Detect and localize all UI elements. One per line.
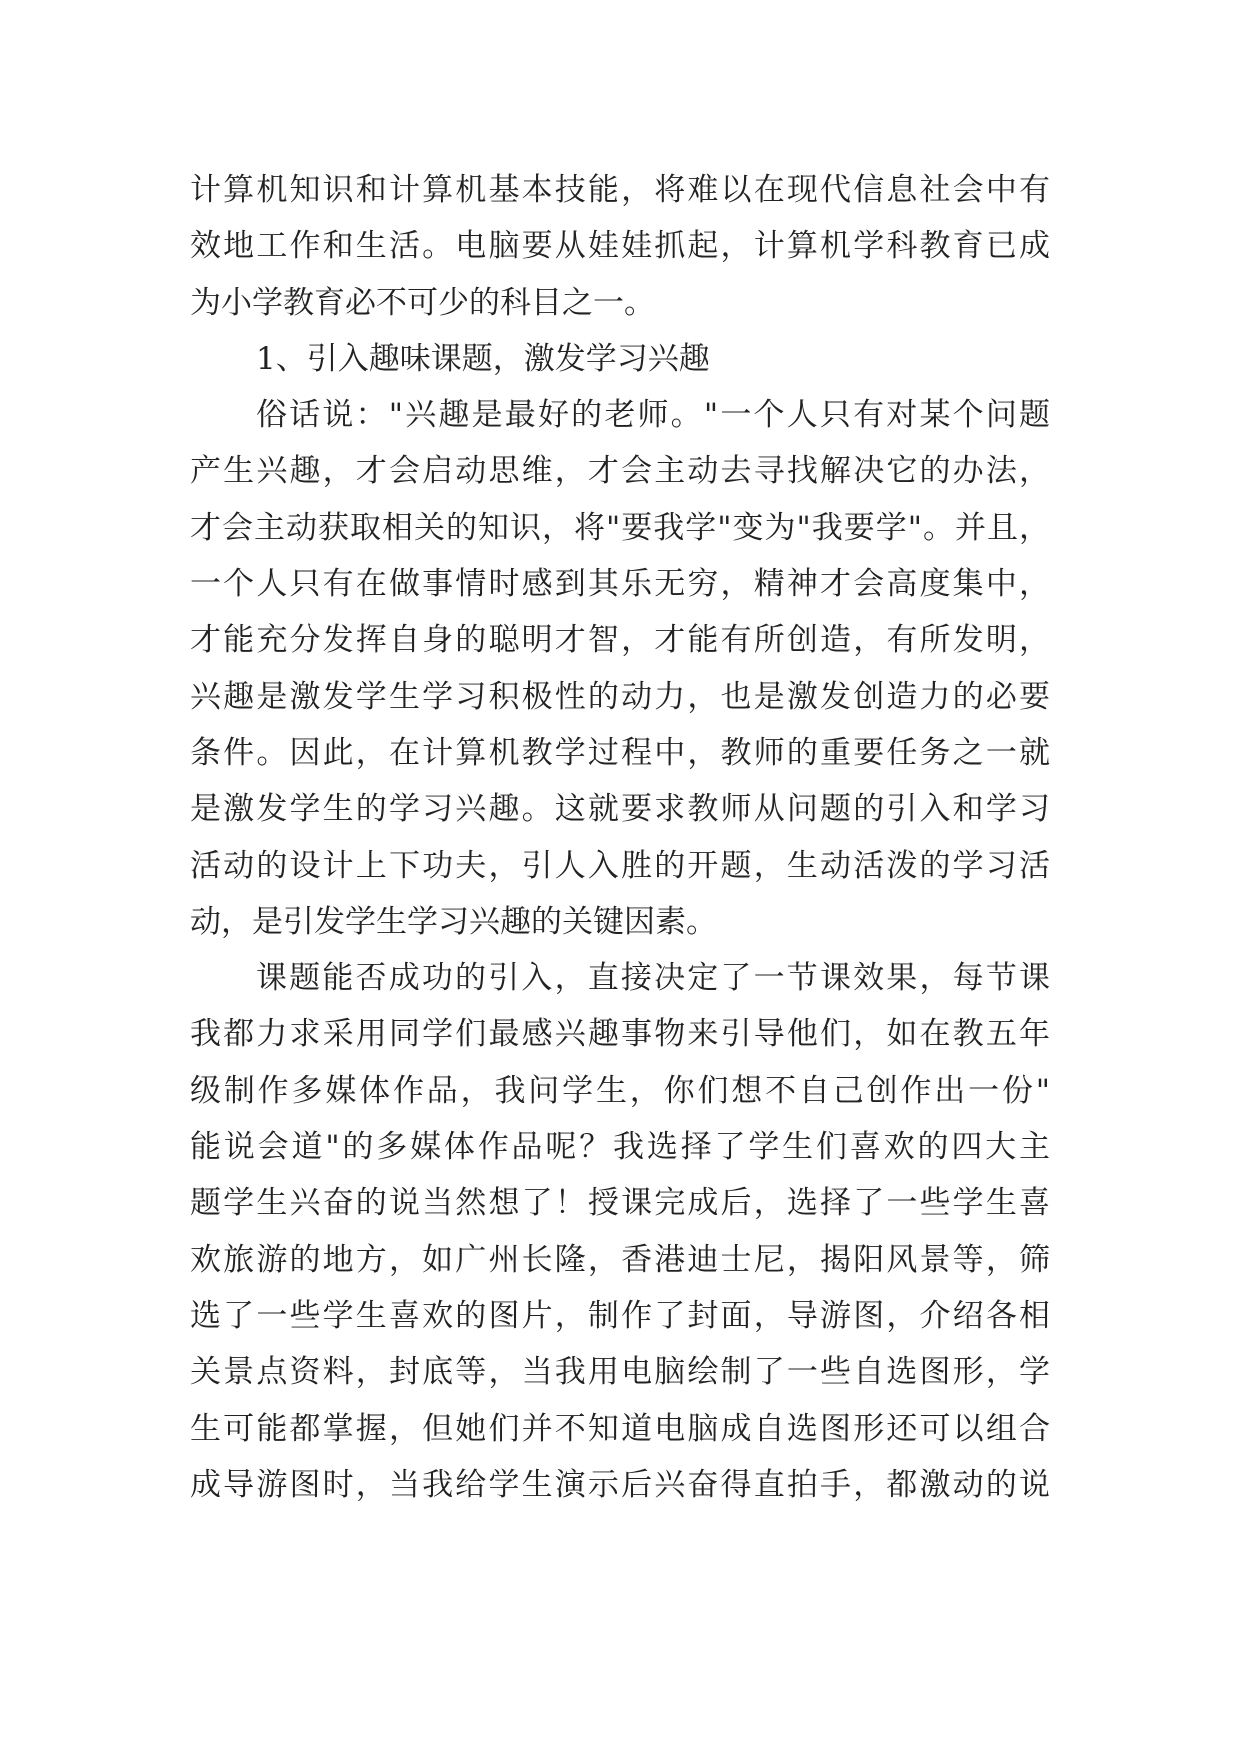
text-line: 课题能否成功的引入，直接决定了一节课效果，每节课 [256, 960, 1050, 997]
text-line: 效地工作和生活。电脑要从娃娃抓起，计算机学科教育已成 [190, 228, 1050, 265]
text-line: 兴趣是激发学生学习积极性的动力，也是激发创造力的必要 [190, 678, 1050, 715]
text-line: 俗话说："兴趣是最好的老师。"一个人只有对某个问题 [256, 397, 1050, 434]
text-line: 级制作多媒体作品，我问学生，你们想不自己创作出一份" [190, 1072, 1050, 1109]
text-line: 才能充分发挥自身的聪明才智，才能有所创造，有所发明， [190, 622, 1050, 659]
text-line: 成导游图时，当我给学生演示后兴奋得直拍手，都激动的说 [190, 1466, 1050, 1503]
body-text [190, 162, 1050, 1513]
text-line: 产生兴趣，才会启动思维，才会主动去寻找解决它的办法， [190, 453, 1050, 490]
text-line: 关景点资料，封底等，当我用电脑绘制了一些自选图形，学 [190, 1354, 1050, 1391]
text-line: 活动的设计上下功夫，引人入胜的开题，生动活泼的学习活 [190, 847, 1050, 884]
text-line: 能说会道"的多媒体作品呢？我选择了学生们喜欢的四大主 [190, 1129, 1050, 1166]
text-line: 生可能都掌握，但她们并不知道电脑成自选图形还可以组合 [190, 1410, 1050, 1447]
text-line: 题学生兴奋的说当然想了！授课完成后，选择了一些学生喜 [190, 1185, 1050, 1222]
section-heading: 1、引入趣味课题，激发学习兴趣 [256, 340, 710, 377]
text-line: 才会主动获取相关的知识，将"要我学"变为"我要学"。并且， [190, 509, 1050, 546]
text-line: 我都力求采用同学们最感兴趣事物来引导他们，如在教五年 [190, 1016, 1050, 1053]
text-line: 计算机知识和计算机基本技能，将难以在现代信息社会中有 [190, 172, 1050, 208]
text-line: 一个人只有在做事情时感到其乐无穷，精神才会高度集中， [190, 566, 1050, 603]
text-line: 选了一些学生喜欢的图片，制作了封面，导游图，介绍各相 [190, 1297, 1050, 1334]
text-line: 是激发学生的学习兴趣。这就要求教师从问题的引入和学习 [190, 791, 1050, 828]
text-line: 动，是引发学生学习兴趣的关键因素。 [190, 903, 717, 940]
text-line: 条件。因此，在计算机教学过程中，教师的重要任务之一就 [190, 734, 1050, 771]
text-line: 为小学教育必不可少的科目之一。 [190, 284, 655, 321]
text-line: 欢旅游的地方，如广州长隆，香港迪士尼，揭阳风景等，筛 [190, 1241, 1050, 1278]
